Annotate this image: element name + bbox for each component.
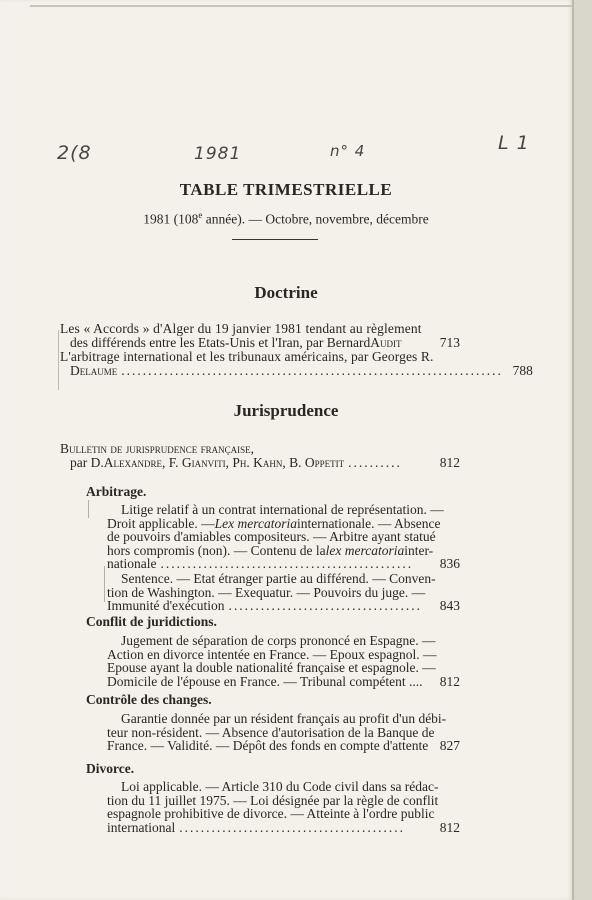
bulletin-entry: Bulletin de jurisprudence française, par D. Alexandre, F. Gianviti, Ph. Kahn, B. Oppetit .......... 812 (60, 441, 460, 470)
arbitrage-entry: Litige relatif à un contrat international de représentation. — Droit applicable. — Lex mercatoria internationale. — Absence de pouvoirs d'amiables compositeurs. — Arbitre ayant statué hors compromis (non). — Contenu de la lex mercatoria inter- nationale ............................................... 836 (107, 502, 460, 571)
subsection-heading-divorce: Divorce. (86, 761, 135, 776)
subsection-heading-conflit: Conflit de juridictions. (86, 614, 217, 629)
margin-mark (104, 566, 105, 602)
page-number: 812 (439, 819, 460, 835)
top-rule (30, 5, 572, 7)
page-number: 812 (439, 673, 460, 689)
page-number: 843 (439, 598, 460, 613)
arbitrage-entry: Sentence. — Etat étranger partie au différend. — Conven- tion de Washington. — Exequatur. — Pouvoirs du juge. — Immunité d'exécution .................................... 843 (107, 571, 460, 613)
section-heading-doctrine: Doctrine (254, 283, 318, 302)
page-number: 836 (439, 556, 460, 571)
section-heading-jurisprudence: Jurisprudence (233, 401, 339, 420)
handwritten-note: 2(8 (57, 142, 92, 164)
handwritten-note: n° 4 (330, 142, 366, 160)
conflit-entry: Jugement de séparation de corps prononcé en Espagne. — Action en divorce intentée en France. — Epoux espagnol. — Epouse ayant la double nationalité française et espagnole. — Domicile de l'épouse en France. — Tribunal compétent .... 812 (107, 633, 460, 689)
page-title: TABLE TRIMESTRIELLE (179, 180, 393, 199)
changes-entry: Garantie donnée par un résident français au profit d'un débi- teur non-résident. — Absence d'autorisation de la Banque de France. — Validité. — Dépôt des fonds en compte d'attente 827 (107, 711, 460, 753)
handwritten-note: 1981 (194, 144, 242, 164)
doctrine-entry: Les « Accords » d'Alger du 19 janvier 1981 tendant au règlement des différends entre les Etats-Unis et l'Iran, par Bernard Audit 713 (60, 321, 460, 350)
handwritten-note: L 1 (498, 132, 530, 154)
page-number: 713 (439, 334, 460, 350)
page-number: 812 (439, 454, 460, 470)
doctrine-entry: L'arbitrage international et les tribunaux américains, par Georges R. Delaume ....................................................................... 788 (60, 349, 533, 378)
subsection-heading-arbitrage: Arbitrage. (86, 484, 147, 499)
page-number: 788 (512, 362, 533, 378)
subsection-heading-changes: Contrôle des changes. (86, 692, 212, 707)
page-number: 827 (439, 738, 460, 753)
page-subtitle: 1981 (108e année). — Octobre, novembre, décembre (143, 210, 429, 227)
divorce-entry: Loi applicable. — Article 310 du Code civil dans sa rédac- tion du 11 juillet 1975. — Loi désignée par la règle de conflit espagnole prohibitive de divorce. — Atteinte à l'ordre public international .......................................... 812 (107, 779, 460, 835)
page-edge (572, 0, 592, 900)
margin-mark (88, 500, 89, 518)
title-divider (232, 239, 318, 240)
margin-mark (58, 330, 59, 390)
